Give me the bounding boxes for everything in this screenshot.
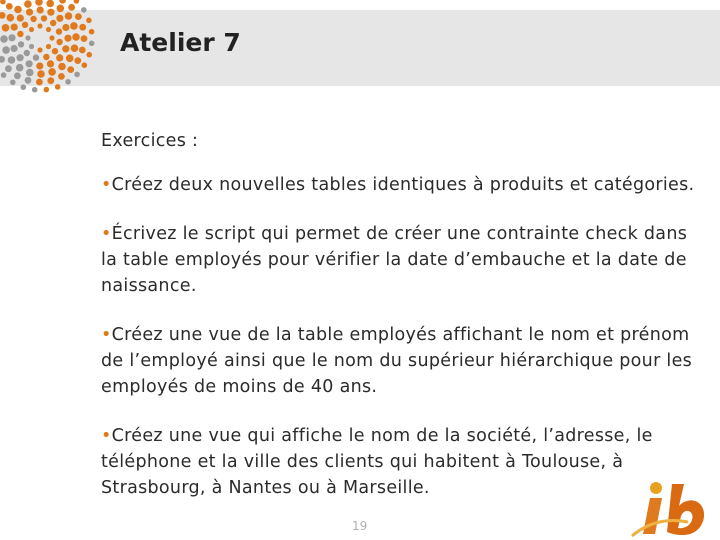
logo-dot: [55, 84, 61, 90]
exercise-text: Créez une vue de la table employés affichant le nom et prénom de l’employé ainsi que le nom du supérieur hiérarchique pour les employés de moins de 40 ans.: [101, 325, 693, 397]
logo-dot: [2, 24, 10, 32]
exercise-text: Créez deux nouvelles tables identiques à produits et catégories.: [111, 175, 695, 195]
bullet-icon: •: [101, 175, 112, 195]
logo-dot: [66, 55, 74, 63]
logo-dot: [62, 24, 69, 31]
logo-dot: [56, 15, 63, 22]
logo-dot: [74, 57, 81, 64]
logo-dot: [48, 68, 56, 76]
logo-dot: [17, 15, 24, 22]
logo-dot: [68, 4, 75, 11]
exercise-item-4: [101, 423, 701, 501]
logo-dot: [59, 0, 66, 4]
logo-dot: [52, 48, 58, 54]
logo-dot: [56, 39, 62, 45]
logo-dot: [2, 46, 10, 54]
logo-dot: [75, 13, 82, 20]
slide-title: Atelier 7: [120, 28, 241, 57]
bullet-icon: •: [101, 426, 112, 446]
logo-dot: [65, 79, 71, 85]
logo-dot: [64, 35, 71, 42]
logo-dot: [1, 72, 7, 78]
logo-dot: [24, 0, 32, 8]
logo-dot: [37, 70, 45, 78]
exercise-text: Écrivez le script qui permet de créer une contrainte check dans la table employés pour vérifier la date d’embauche et la date de naissance.: [101, 224, 688, 296]
logo-dot: [8, 34, 15, 41]
logo-dot: [82, 62, 88, 68]
logo-dot: [89, 41, 95, 47]
logo-dot: [0, 0, 6, 4]
logo-dot: [26, 60, 33, 67]
logo-dot: [37, 23, 42, 28]
logo-dot: [41, 15, 47, 21]
bullet-icon: •: [101, 224, 112, 244]
slide-content: [101, 128, 701, 524]
logo-dot: [8, 56, 16, 64]
logo-dot: [81, 7, 87, 13]
logo-dot: [37, 47, 42, 52]
logo-dot: [79, 24, 86, 31]
logo-dot: [65, 12, 73, 20]
logo-dot: [17, 31, 23, 37]
logo-dot: [37, 6, 44, 13]
logo-dot: [58, 73, 65, 80]
exercise-item-1: [101, 172, 701, 198]
logo-dot: [89, 29, 95, 35]
logo-dot: [30, 16, 36, 22]
logo-dot: [26, 9, 33, 16]
logo-dot: [10, 80, 16, 86]
logo-dot: [71, 44, 79, 52]
logo-dot: [67, 66, 74, 73]
page-number: 19: [352, 519, 368, 533]
logo-dot: [47, 9, 54, 16]
logo-dot: [81, 35, 88, 42]
logo-dot: [25, 35, 30, 40]
logo-dot: [44, 87, 50, 93]
logo-dot: [14, 6, 22, 14]
logo-dot: [11, 45, 18, 52]
logo-dot: [58, 63, 66, 71]
dot-sunburst-logo-icon: [0, 0, 110, 110]
logo-dot: [18, 41, 24, 47]
logo-dot: [11, 24, 18, 31]
logo-dot: [49, 35, 54, 40]
logo-dot: [56, 54, 63, 61]
logo-dot: [79, 47, 86, 54]
logo-dot: [0, 56, 5, 63]
logo-dot: [32, 87, 38, 93]
logo-dot: [14, 72, 21, 79]
logo-dot: [47, 60, 54, 67]
logo-dot: [35, 0, 43, 6]
logo-dot: [74, 0, 80, 4]
logo-dot: [86, 18, 92, 24]
exercises-heading: Exercices :: [101, 131, 199, 151]
bullet-icon: •: [101, 325, 112, 345]
logo-dot: [17, 54, 24, 61]
logo-dot: [5, 65, 12, 72]
logo-dot: [0, 12, 6, 19]
exercise-item-3: [101, 322, 701, 400]
logo-dot: [24, 50, 30, 56]
logo-dot: [26, 69, 34, 77]
logo-dot: [74, 72, 80, 78]
logo-dot: [0, 35, 8, 43]
logo-dot: [36, 62, 43, 69]
logo-dot: [36, 79, 43, 86]
logo-dot: [86, 52, 92, 58]
logo-dot: [72, 33, 80, 41]
logo-dot: [29, 44, 34, 49]
logo-dot: [29, 27, 34, 32]
ib-logo-icon: [628, 478, 714, 538]
logo-dot: [56, 28, 62, 34]
logo-dot: [33, 54, 39, 60]
logo-dot: [62, 45, 69, 52]
logo-dot: [16, 64, 24, 72]
logo-dot: [7, 14, 15, 22]
logo-dot: [43, 54, 49, 60]
logo-dot: [50, 20, 56, 26]
logo-dot: [46, 44, 51, 49]
exercise-item-2: [101, 221, 701, 299]
logo-dot: [70, 22, 78, 30]
logo-dot: [46, 0, 54, 7]
logo-dot: [21, 84, 27, 90]
logo-dot: [25, 77, 32, 84]
logo-dot: [46, 27, 51, 32]
logo-dot: [22, 22, 28, 28]
logo-dot: [47, 77, 54, 84]
exercise-text: Créez une vue qui affiche le nom de la société, l’adresse, le téléphone et la ville des clients qui habitent à Toulouse, à Strasbourg, à Nantes ou à Marseille.: [101, 426, 653, 498]
logo-dot: [6, 3, 13, 10]
logo-dot: [57, 5, 65, 13]
